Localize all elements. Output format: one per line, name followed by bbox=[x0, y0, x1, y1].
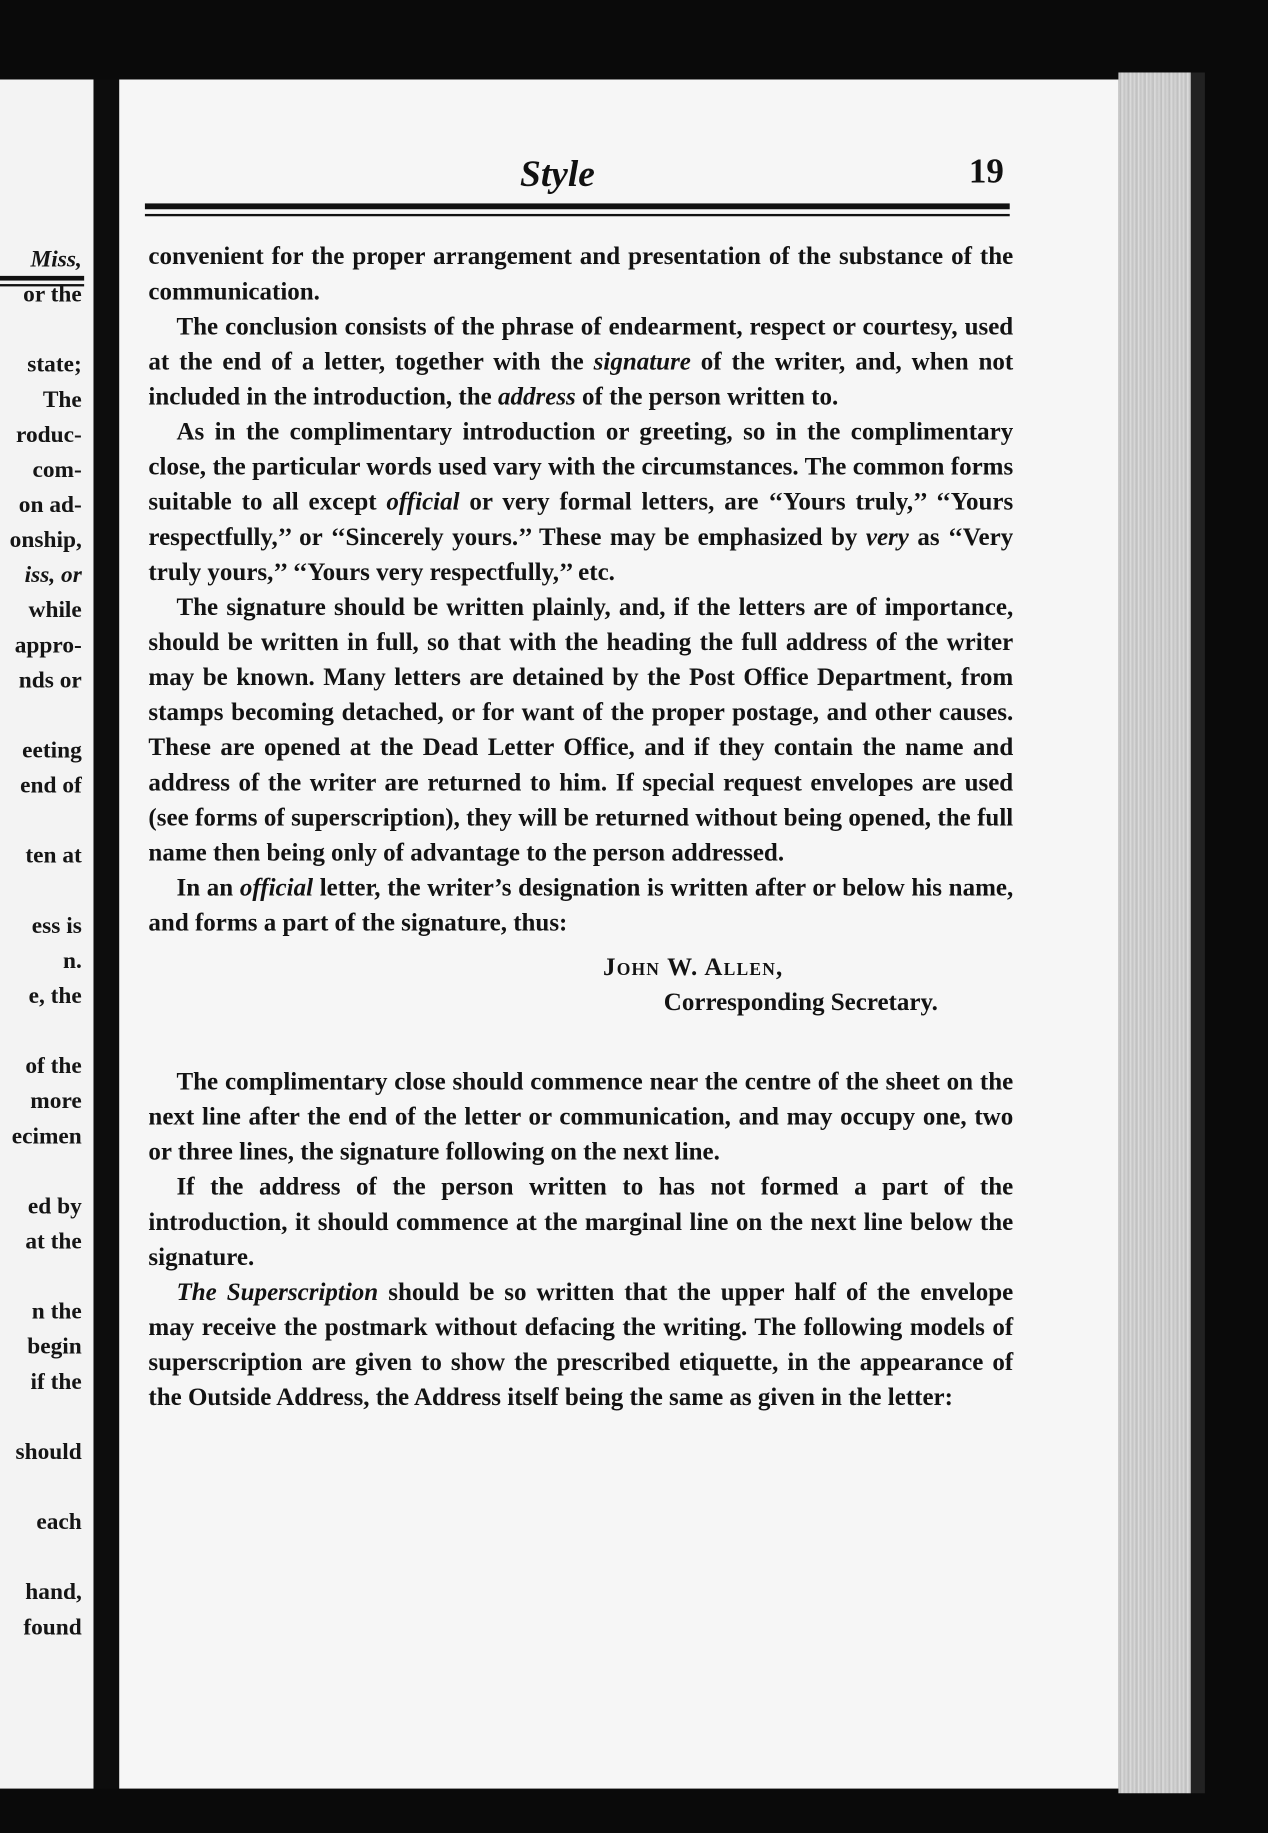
left-page-fragment: appro- bbox=[14, 632, 82, 659]
left-page-fragment: ess is bbox=[31, 912, 82, 939]
text-segment: of the writer, and, when not included in the introduction, the bbox=[148, 347, 1014, 411]
paragraph bbox=[148, 238, 1013, 308]
text-segment: as ‘‘Very truly yours,’’ ‘‘Yours very respectfully,’’ etc. bbox=[148, 522, 1014, 586]
paragraph bbox=[148, 1274, 1013, 1414]
left-page-fragment: should bbox=[15, 1439, 82, 1465]
text-segment: of the person written to. bbox=[575, 382, 839, 411]
left-page-fragment: each bbox=[36, 1509, 82, 1535]
left-page-fragment: on ad- bbox=[18, 492, 82, 518]
left-page-fragment: end of bbox=[20, 772, 82, 799]
paragraphs-before-signature bbox=[148, 238, 1013, 939]
page-body bbox=[148, 238, 1013, 1414]
text-segment: convenient for the proper arrangement and presentation of the substance of the communication. bbox=[148, 241, 1014, 306]
left-page-fragment: ed by bbox=[27, 1193, 82, 1220]
left-page-fragment: or the bbox=[23, 281, 82, 308]
page-edge-shadow bbox=[1191, 72, 1205, 1793]
left-page-fragment: if the bbox=[30, 1368, 82, 1395]
left-page-fragment: com- bbox=[32, 457, 82, 483]
left-page-fragment: nds or bbox=[18, 667, 82, 694]
left-page-fragment: ten at bbox=[25, 842, 82, 869]
paragraph bbox=[148, 589, 1013, 870]
left-page-fragment: Miss, bbox=[30, 246, 82, 273]
running-head-title: Style bbox=[520, 151, 595, 195]
left-page-fragment: eeting bbox=[22, 737, 82, 764]
left-page-fragment: e, the bbox=[28, 983, 82, 1009]
left-page-fragment: onship, bbox=[9, 527, 82, 553]
italic-segment: signature bbox=[593, 347, 691, 376]
book-page bbox=[119, 79, 1118, 1788]
left-page-fragment: found bbox=[23, 1614, 82, 1641]
text-segment: The complimentary close should commence near the centre of the sheet on the next line after the end of the letter or communication, and may occupy one, two or three lines, the signature following on the next line. bbox=[148, 1067, 1014, 1166]
left-page-fragment: roduc- bbox=[15, 422, 82, 448]
paragraph bbox=[148, 309, 1013, 414]
text-segment: The conclusion consists of the phrase of endearment, respect or courtesy, used at the end of a letter, together with the bbox=[148, 312, 1014, 376]
left-page-fragment: The bbox=[42, 386, 82, 413]
left-page-fragment: hand, bbox=[25, 1579, 82, 1606]
text-segment: letter, the writer’s designation is written after or below his name, and forms a part of the signature, thus: bbox=[148, 873, 1014, 937]
signature-title: Corresponding Secretary. bbox=[663, 987, 938, 1016]
signature-gap bbox=[148, 1019, 1013, 1063]
italic-segment: official bbox=[386, 487, 460, 516]
text-segment: or very formal letters, are ‘‘Yours truly,’’ ‘‘Yours respectfully,’’ or ‘‘Sincerely yours.’’ These may be emphasized by bbox=[148, 487, 1014, 551]
text-segment: should be so written that the upper half of the envelope may receive the postmark without defacing the writing. The following models of superscription are given to show the prescribed etiquette, in the appearance of the Outside Address, the Address itself being the same as given in the letter: bbox=[148, 1277, 1014, 1411]
page-number: 19 bbox=[968, 151, 1004, 191]
left-facing-page bbox=[0, 79, 93, 1788]
header-rule-thin bbox=[145, 214, 1010, 216]
page-edge-stack bbox=[1118, 72, 1190, 1793]
italic-segment: very bbox=[865, 522, 909, 551]
left-page-fragment: while bbox=[28, 597, 82, 624]
italic-segment: address bbox=[497, 382, 576, 411]
left-page-fragment: n the bbox=[31, 1298, 82, 1325]
left-page-fragment: of the bbox=[25, 1053, 82, 1079]
left-page-fragment: ecimen bbox=[11, 1123, 82, 1150]
left-page-fragment: state; bbox=[27, 351, 82, 378]
paragraphs-after-signature bbox=[148, 1064, 1013, 1415]
left-page-fragment: more bbox=[30, 1088, 82, 1115]
italic-segment: official bbox=[239, 873, 314, 902]
paragraph bbox=[148, 1169, 1013, 1274]
header-rule-thick bbox=[145, 203, 1010, 209]
italic-segment: The Superscription bbox=[176, 1277, 379, 1306]
text-segment: As in the complimentary introduction or greeting, so in the complimentary close, the particular words used vary with the circumstances. The common forms suitable to all except bbox=[148, 417, 1014, 516]
left-page-fragment: iss, or bbox=[24, 562, 82, 589]
text-segment: If the address of the person written to has not formed a part of the introduction, it should commence at the marginal line on the next line below the signature. bbox=[148, 1172, 1014, 1271]
left-page-fragment: at the bbox=[25, 1228, 82, 1255]
text-segment: The signature should be written plainly, and, if the letters are of importance, should be written in full, so that with the heading the full address of the writer may be known. Many letters are detained by the Post Office Department, from stamps becoming detached, or for want of the proper postage, and other causes. These are opened at the Dead Letter Office, and if they contain the name and address of the writer are returned to him. If special request envelopes are used (see forms of superscription), they will be returned without being opened, the full name then being only of advantage to the person addressed. bbox=[148, 592, 1014, 867]
text-segment: In an bbox=[176, 873, 240, 902]
paragraph bbox=[148, 414, 1013, 589]
book-spine bbox=[93, 79, 119, 1788]
left-page-fragment: n. bbox=[62, 948, 82, 974]
paragraph bbox=[148, 1064, 1013, 1169]
paragraph bbox=[148, 870, 1013, 940]
left-page-fragment: begin bbox=[27, 1333, 82, 1360]
signature-name: John W. Allen, bbox=[603, 952, 784, 981]
